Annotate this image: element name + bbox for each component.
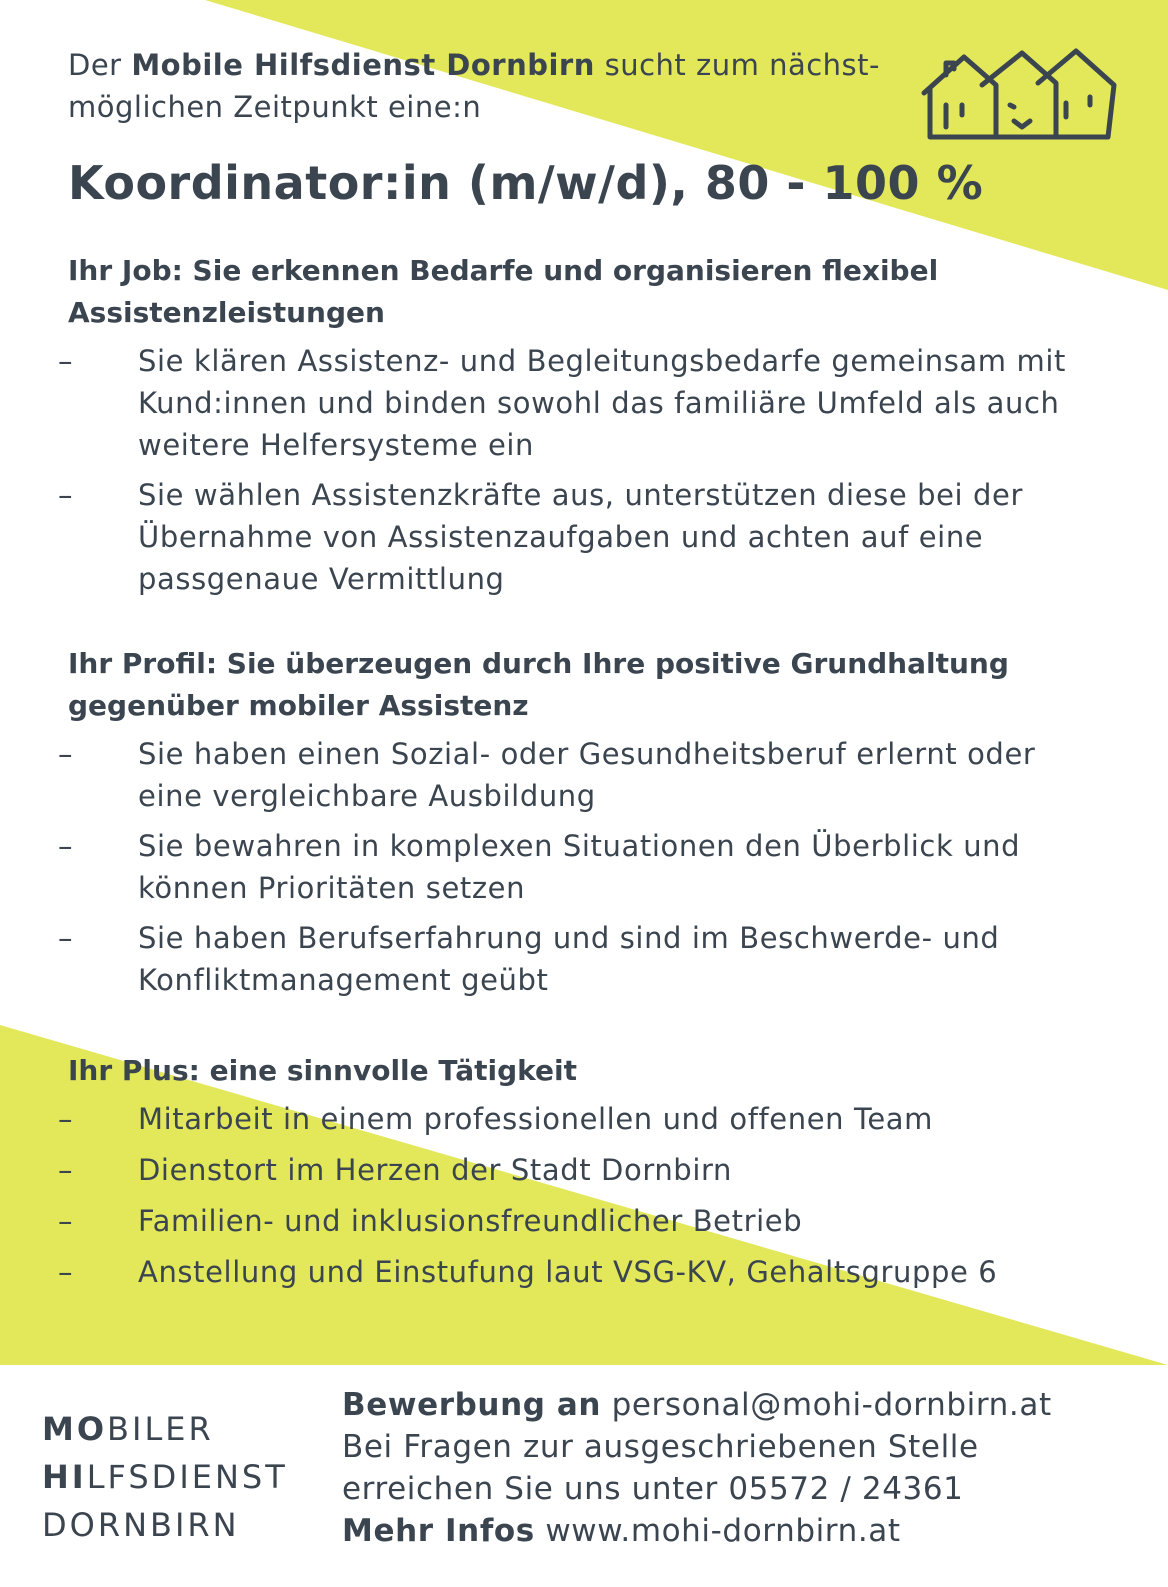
houses-icon	[918, 45, 1118, 145]
list-item-text: Dienstort im Herzen der Stadt Dornbirn	[138, 1153, 732, 1187]
dash-bullet: –	[58, 1102, 74, 1136]
job-list	[58, 340, 1098, 600]
list-item-text: Anstellung und Einstufung laut VSG-KV, Gehaltsgruppe 6	[138, 1255, 998, 1289]
intro-suffix: sucht zum nächst-	[594, 48, 880, 82]
list-item-text: Sie haben einen Sozial- oder Gesundheitsberuf erlernt oder eine vergleichbare Ausbildung	[138, 737, 1036, 813]
list-item	[58, 1098, 1098, 1140]
section-heading-line1: Ihr Profil: Sie überzeugen durch Ihre positive Grundhaltung	[68, 647, 1009, 680]
section-profile	[58, 643, 1098, 1009]
list-item	[58, 733, 1098, 817]
section-heading-line1: Ihr Plus: eine sinnvolle Tätigkeit	[68, 1054, 578, 1087]
dash-bullet: –	[58, 737, 74, 771]
dash-bullet: –	[58, 1153, 74, 1187]
profile-list	[58, 733, 1098, 1001]
section-heading	[68, 643, 1098, 727]
intro-line2: möglichen Zeitpunkt eine:n	[68, 90, 482, 124]
questions-phone: erreichen Sie uns unter 05572 / 24361	[342, 1471, 964, 1507]
dash-bullet: –	[58, 1204, 74, 1238]
list-item	[58, 825, 1098, 909]
questions-line1: Bei Fragen zur ausgeschriebenen Stelle	[342, 1429, 979, 1465]
list-item-text: Sie wählen Assistenzkräfte aus, unterstützen diese bei der Übernahme von Assistenzaufgaben und achten auf eine passgenaue Vermittlung	[138, 478, 1024, 596]
list-item-text: Sie klären Assistenz- und Begleitungsbedarfe gemeinsam mit Kund:innen und binden sowohl das familiäre Umfeld als auch weitere Helfersysteme ein	[138, 344, 1066, 462]
organization-logo	[42, 1405, 288, 1549]
section-job	[58, 250, 1098, 608]
logo-line3: DORNBIRN	[42, 1506, 240, 1544]
plus-list	[58, 1098, 1098, 1293]
list-item	[58, 1149, 1098, 1191]
list-item-text: Sie bewahren in komplexen Situationen den Überblick und können Prioritäten setzen	[138, 829, 1021, 905]
intro-org-name: Mobile Hilfsdienst Dornbirn	[131, 48, 595, 82]
list-item	[58, 917, 1098, 1001]
dash-bullet: –	[58, 344, 74, 378]
section-plus	[58, 1050, 1098, 1302]
logo-line1-bold: MO	[42, 1410, 108, 1448]
intro-text	[68, 44, 888, 128]
apply-label: Bewerbung an	[342, 1387, 602, 1423]
dash-bullet: –	[58, 921, 74, 955]
list-item	[58, 340, 1098, 466]
section-heading-line1: Ihr Job: Sie erkennen Bedarfe und organisieren flexibel	[68, 254, 939, 287]
section-heading	[68, 1050, 1098, 1092]
logo-line2-bold: HI	[42, 1458, 87, 1496]
intro-prefix: Der	[68, 48, 132, 82]
section-heading-line2: Assistenzleistungen	[68, 296, 385, 329]
section-heading-line2: gegenüber mobiler Assistenz	[68, 689, 529, 722]
logo-line2-rest: LFSDIENST	[86, 1458, 288, 1496]
list-item	[58, 1200, 1098, 1242]
dash-bullet: –	[58, 829, 74, 863]
dash-bullet: –	[58, 1255, 74, 1289]
dash-bullet: –	[58, 478, 74, 512]
contact-info	[342, 1384, 1052, 1552]
list-item-text: Mitarbeit in einem professionellen und offenen Team	[138, 1102, 934, 1136]
job-title: Koordinator:in (m/w/d), 80 - 100 %	[68, 156, 984, 210]
list-item	[58, 1251, 1098, 1293]
list-item	[58, 474, 1098, 600]
apply-email-link[interactable]: personal@mohi-dornbirn.at	[611, 1387, 1052, 1423]
more-info-label: Mehr Infos	[342, 1513, 535, 1549]
logo-line1-rest: BILER	[107, 1410, 214, 1448]
website-link[interactable]: www.mohi-dornbirn.at	[545, 1513, 901, 1549]
section-heading	[68, 250, 1098, 334]
list-item-text: Sie haben Berufserfahrung und sind im Beschwerde- und Konfliktmanagement geübt	[138, 921, 1000, 997]
list-item-text: Familien- und inklusionsfreundlicher Betrieb	[138, 1204, 803, 1238]
